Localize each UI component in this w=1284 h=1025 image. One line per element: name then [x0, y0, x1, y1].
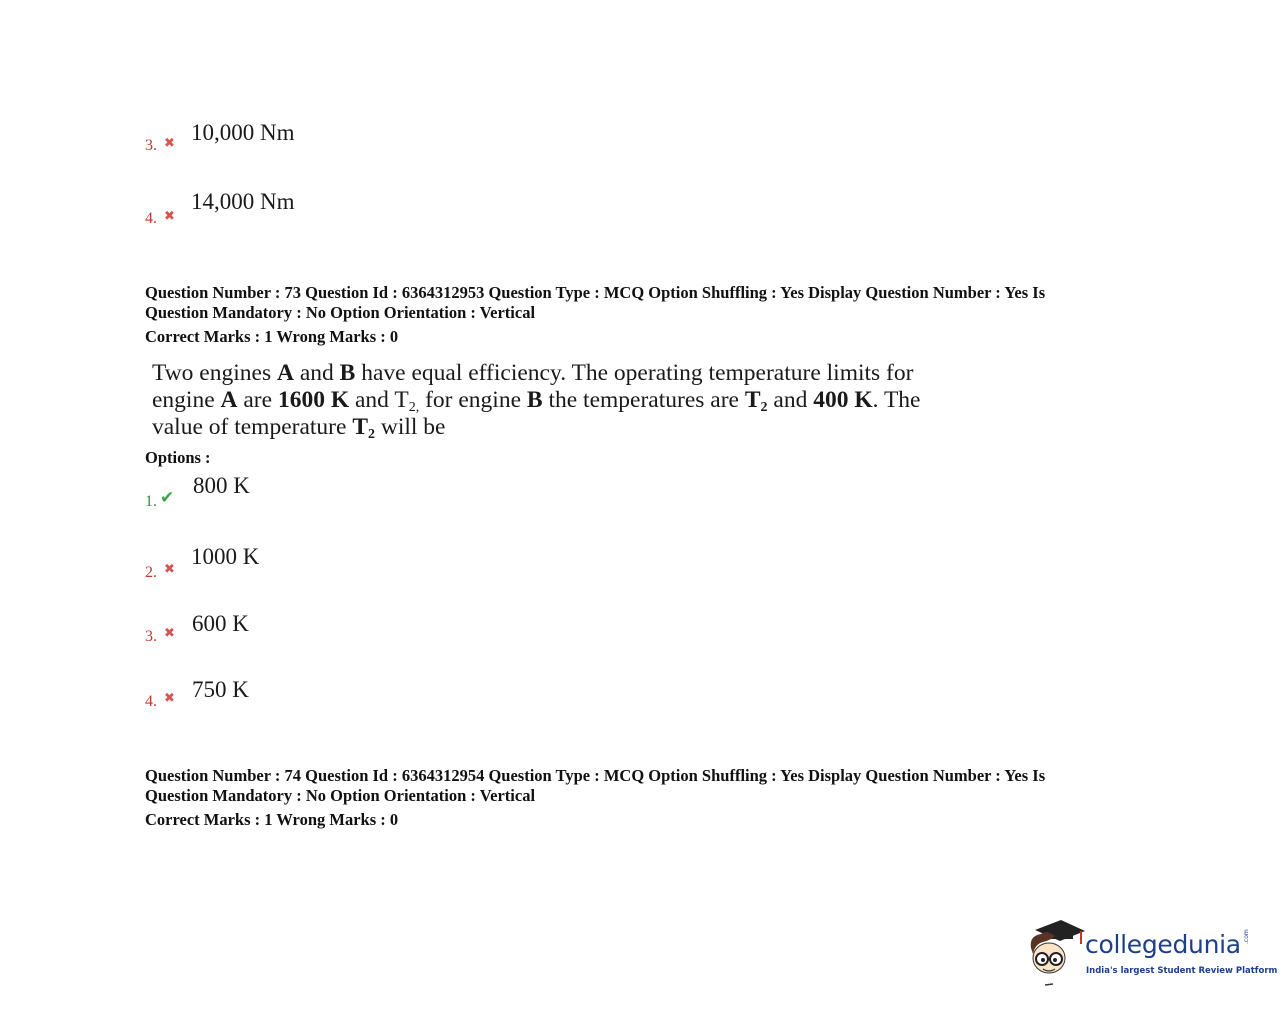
question-73-metadata: [145, 283, 1045, 347]
option-number: 4.: [145, 210, 157, 227]
option-text: 1000 K: [191, 544, 260, 569]
wrong-cross-icon: ✖: [164, 626, 175, 641]
question-stem: [152, 360, 921, 441]
option-number: 3.: [145, 137, 157, 154]
correct-check-icon: ✔: [160, 488, 175, 508]
wrong-cross-icon: ✖: [164, 136, 175, 151]
logo-wordmark: collegedunia: [1085, 930, 1241, 959]
stem-line-3: value of temperature $T_2$ will be: [152, 414, 446, 442]
mascot-icon: [1025, 918, 1087, 990]
meta-line: Question Mandatory : No Option Orientation : Vertical: [145, 786, 536, 805]
option-number: 4.: [145, 693, 157, 710]
logo-suffix: .com: [1243, 929, 1250, 944]
wrong-cross-icon: ✖: [164, 209, 175, 224]
marks-line: Correct Marks : 1 Wrong Marks : 0: [145, 327, 399, 346]
option-number: 3.: [145, 628, 157, 645]
option-text: 14,000 Nm: [191, 189, 295, 214]
wrong-cross-icon: ✖: [164, 691, 175, 706]
option-number: 2.: [145, 564, 157, 581]
option-text: 800 K: [193, 473, 250, 498]
meta-line: Question Number : 73 Question Id : 6364312953 Question Type : MCQ Option Shuffling : Yes Display Question Number : Yes Is: [145, 283, 1046, 302]
marks-line: Correct Marks : 1 Wrong Marks : 0: [145, 810, 399, 829]
option-number: 1.: [145, 493, 157, 510]
meta-line: Question Number : 74 Question Id : 6364312954 Question Type : MCQ Option Shuffling : Yes Display Question Number : Yes Is: [145, 766, 1046, 785]
logo-tagline: India's largest Student Review Platform: [1086, 966, 1278, 976]
stem-line-1: Two engines A and B have equal efficiency. The operating temperature limits for: [152, 360, 914, 386]
collegedunia-logo: [1025, 918, 1278, 990]
options-label: Options :: [145, 448, 211, 467]
option-text: 10,000 Nm: [191, 120, 295, 145]
option-text: 600 K: [192, 611, 249, 636]
meta-line: Question Mandatory : No Option Orientation : Vertical: [145, 303, 536, 322]
question-74-metadata: [145, 766, 1045, 830]
option-text: 750 K: [192, 677, 249, 702]
wrong-cross-icon: ✖: [164, 562, 175, 577]
stem-line-2: engine A are 1600 K and $T_{2,}$ for engine B the temperatures are $T_2$ and 400 K. The: [152, 387, 921, 415]
